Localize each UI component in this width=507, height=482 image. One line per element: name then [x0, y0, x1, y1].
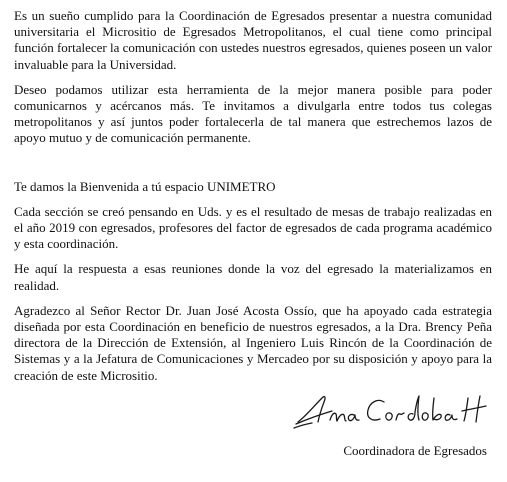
paragraph-welcome: Te damos la Bienvenida a tú espacio UNIMETRO	[14, 178, 276, 194]
paragraph-intro: Es un sueño cumplido para la Coordinación de Egresados presentar a nuestra comunidad universitaria el Micrositio de Egresados Metropolitanos, el cual tiene como principal función fortalecer la comunicación con ustedes nuestros egresados, quienes poseen un valor invaluable para la Universidad.	[14, 8, 492, 72]
paragraph-acknowledgements: Agradezco al Señor Rector Dr. Juan José Acosta Ossío, que ha apoyado cada estrategia diseñada por esta Coordinación en beneficio de nuestros egresados, a la Dra. Brency Peña directora de la Dirección de Extensión, al Ingeniero Luis Rincón de la Coordinación de Sistemas y a la Jefatura de Comunicaciones y Mercadeo por su disposición y apoyo para la creación de este Micrositio.	[14, 302, 492, 383]
paragraph-sections: Cada sección se creó pensando en Uds. y es el resultado de mesas de trabajo realizadas en el año 2019 con egresados, profesores del factor de egresados de cada programa académico y esta coordinación.	[14, 203, 492, 252]
handwritten-signature	[292, 384, 497, 442]
signer-role: Coordinadora de Egresados	[343, 443, 487, 458]
letter-body	[14, 8, 492, 393]
paragraph-invitation: Deseo podamos utilizar esta herramienta de la mejor manera posible para poder comunicarnos y acércanos más. Te invitamos a divulgarla entre todos tus colegas metropolitanos y así juntos poder fortalecerla de tal manera que estrechemos lazos de apoyo mutuo y de comunicación permanente.	[14, 81, 492, 146]
paragraph-response: He aquí la respuesta a esas reuniones donde la voz del egresado la materializamos en realidad.	[14, 261, 492, 293]
